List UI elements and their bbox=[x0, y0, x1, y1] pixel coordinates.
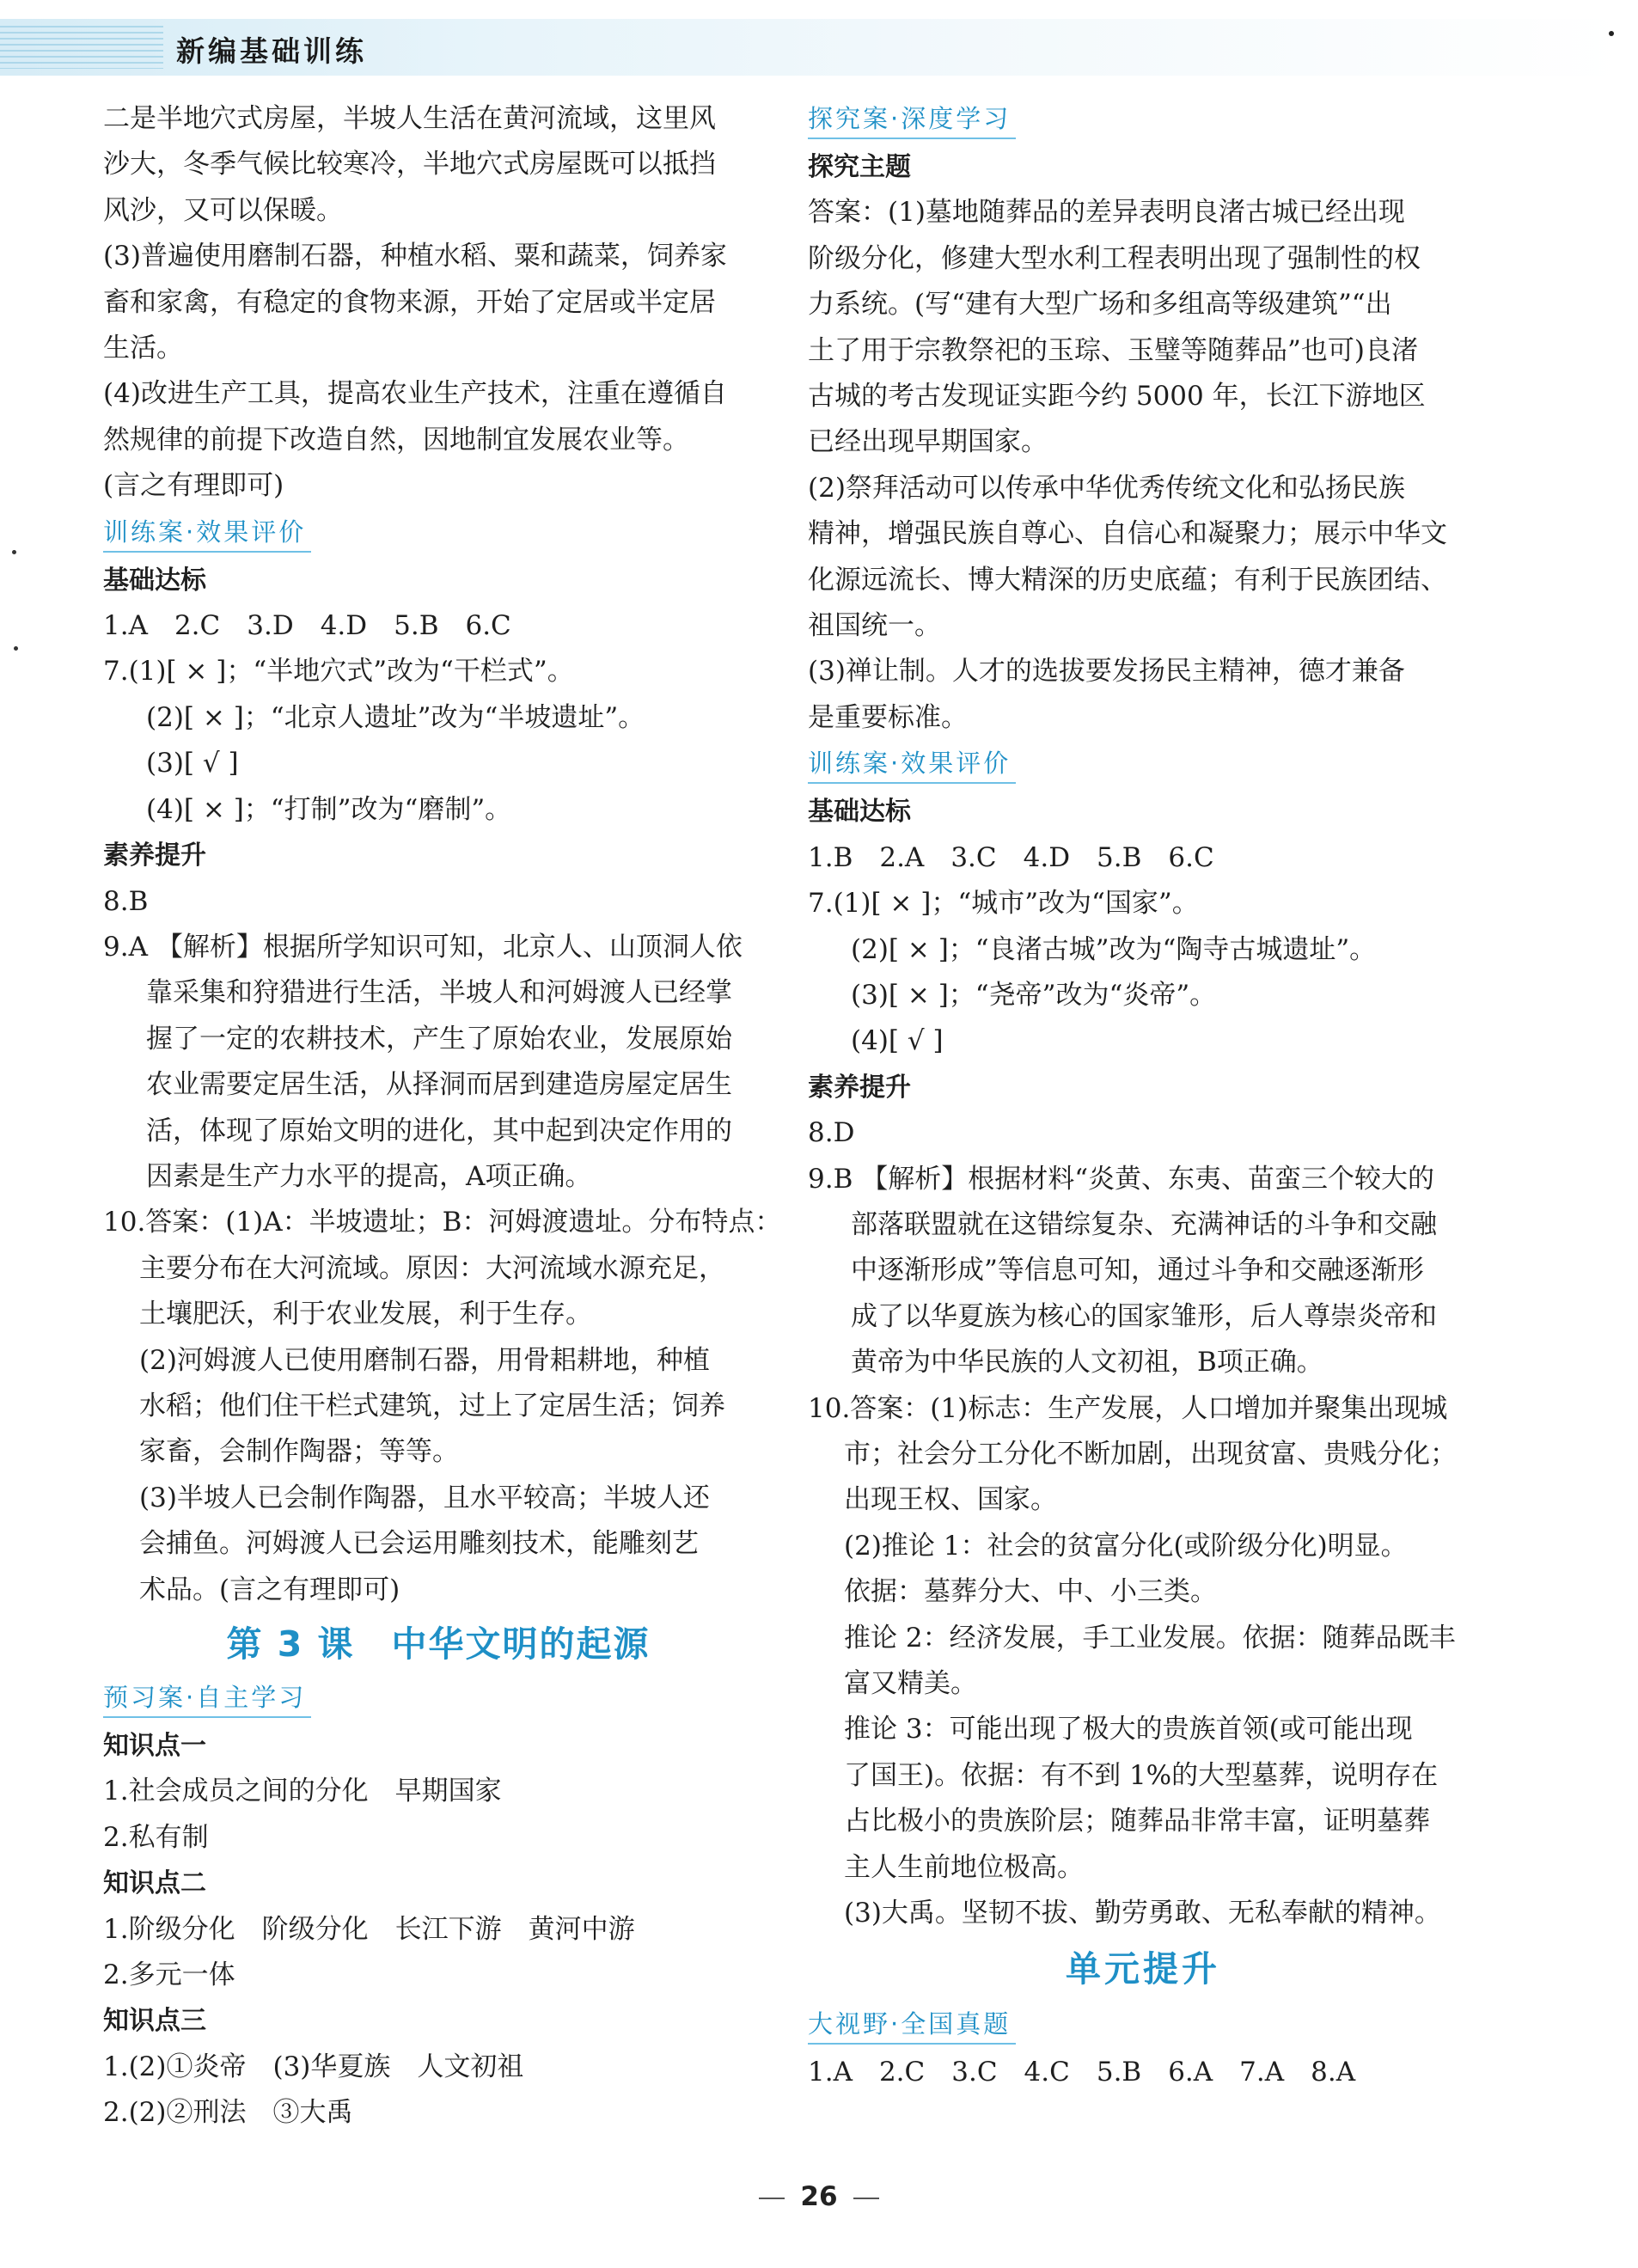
subheading: 素养提升 bbox=[103, 841, 206, 871]
text-line: 沙大，冬季气候比较寒冷，半地穴式房屋既可以抵挡 bbox=[103, 149, 716, 180]
text-line: 生活。 bbox=[103, 333, 183, 364]
subheading: 基础达标 bbox=[103, 565, 206, 596]
text-line: 1.阶级分化 阶级分化 长江下游 黄河中游 bbox=[103, 1913, 635, 1945]
text-line: 富又精美。 bbox=[844, 1668, 977, 1699]
right-column bbox=[808, 96, 1478, 2096]
section-tag bbox=[103, 1675, 773, 1723]
text-line: 中逐渐形成”等信息可知，通过斗争和交融逐渐形 bbox=[851, 1255, 1424, 1287]
text-line: 主要分布在大河流域。原因：大河流域水源充足， bbox=[139, 1252, 725, 1284]
header-decoration bbox=[0, 26, 163, 69]
text-line: 7.(1)[ × ]；“城市”改为“国家”。 bbox=[808, 888, 1199, 920]
page-header bbox=[0, 19, 1624, 76]
text-line: 精神，增强民族自尊心、自信心和凝聚力；展示中华文 bbox=[808, 518, 1447, 550]
text-line: 1.社会成员之间的分化 早期国家 bbox=[103, 1776, 502, 1807]
section-tag-label: 预习案·自主学习 bbox=[103, 1680, 311, 1718]
section-tag bbox=[808, 741, 1478, 789]
text-line: 家畜，会制作陶器；等等。 bbox=[139, 1436, 459, 1468]
page-number-value: 26 bbox=[800, 2181, 838, 2212]
text-line: 二是半地穴式房屋，半坡人生活在黄河流域，这里风 bbox=[103, 103, 716, 134]
text-line: 力系统。(写“建有大型广场和多组高等级建筑”“出 bbox=[808, 289, 1392, 321]
text-line: 9.B 【解析】根据材料“炎黄、东夷、苗蛮三个较大的 bbox=[808, 1163, 1435, 1195]
scan-mark bbox=[12, 550, 16, 554]
text-line: 水稻；他们住干栏式建筑，过上了定居生活；饲养 bbox=[139, 1390, 725, 1421]
subheading: 素养提升 bbox=[808, 1072, 911, 1103]
text-line: 风沙，又可以保暖。 bbox=[103, 194, 343, 226]
text-line: 农业需要定居生活，从择洞而居到建造房屋定居生 bbox=[146, 1069, 732, 1101]
text-line: 7.(1)[ × ]；“半地穴式”改为“干栏式”。 bbox=[103, 656, 574, 688]
text-line: (言之有理即可) bbox=[103, 470, 284, 502]
text-line: (4)[ √ ] bbox=[851, 1025, 944, 1057]
text-line: 9.A 【解析】根据所学知识可知，北京人、山顶洞人依 bbox=[103, 931, 743, 963]
text-line: 古城的考古发现证实距今约 5000 年，长江下游地区 bbox=[808, 381, 1426, 413]
text-line: 8.B bbox=[103, 885, 149, 917]
text-line: (3)半坡人已会制作陶器，且水平较高；半坡人还 bbox=[139, 1482, 710, 1513]
text-line: 1.B 2.A 3.C 4.D 5.B 6.C bbox=[808, 841, 1214, 873]
text-line: 活，体现了原始文明的进化，其中起到决定作用的 bbox=[146, 1115, 732, 1146]
section-tag bbox=[808, 2002, 1478, 2050]
text-line: 占比极小的贵族阶层；随葬品非常丰富，证明墓葬 bbox=[844, 1806, 1430, 1837]
text-line: (2)[ × ]；“良渚古城”改为“陶寺古城遗址”。 bbox=[851, 933, 1377, 965]
text-line: (3)[ √ ] bbox=[146, 748, 239, 779]
text-line: 术品。(言之有理即可) bbox=[139, 1574, 400, 1605]
text-line: 靠采集和狩猎进行生活，半坡人和河姆渡人已经掌 bbox=[146, 977, 732, 1009]
text-line: 推论 2：经济发展，手工业发展。依据：随葬品既丰 bbox=[844, 1622, 1456, 1654]
text-line: (4)改进生产工具，提高农业生产技术，注重在遵循自 bbox=[103, 378, 727, 410]
text-line: 主人生前地位极高。 bbox=[844, 1851, 1084, 1883]
text-line: (3)普遍使用磨制石器，种植水稻、粟和蔬菜，饲养家 bbox=[103, 241, 727, 272]
text-line: 1.(2)①炎帝 (3)华夏族 人文初祖 bbox=[103, 2051, 524, 2082]
text-line: 化源远流长、博大精深的历史底蕴；有利于民族团结、 bbox=[808, 564, 1447, 596]
text-line: 阶级分化，修建大型水利工程表明出现了强制性的权 bbox=[808, 242, 1421, 274]
subheading: 知识点一 bbox=[103, 1731, 206, 1761]
text-line: 畜和家禽，有稳定的食物来源，开始了定居或半定居 bbox=[103, 286, 716, 318]
subheading: 知识点二 bbox=[103, 1868, 206, 1899]
section-tag bbox=[103, 510, 773, 558]
text-line: 黄帝为中华民族的人文初祖，B项正确。 bbox=[851, 1347, 1323, 1379]
text-line: 市；社会分工分化不断加剧，出现贫富、贵贱分化； bbox=[844, 1438, 1457, 1470]
text-line: (4)[ × ]；“打制”改为“磨制”。 bbox=[146, 793, 512, 825]
unit-title: 单元提升 bbox=[1066, 1948, 1220, 1990]
text-line: 1.A 2.C 3.C 4.C 5.B 6.A 7.A 8.A bbox=[808, 2057, 1356, 2088]
text-line: (2)祭拜活动可以传承中华优秀传统文化和弘扬民族 bbox=[808, 472, 1405, 504]
subheading: 知识点三 bbox=[103, 2006, 206, 2037]
text-line: 然规律的前提下改造自然，因地制宜发展农业等。 bbox=[103, 424, 689, 455]
text-line: 出现王权、国家。 bbox=[844, 1484, 1057, 1516]
text-line: 部落联盟就在这错综复杂、充满神话的斗争和交融 bbox=[851, 1208, 1437, 1240]
text-line: 10.答案：(1)A：半坡遗址；B：河姆渡遗址。分布特点： bbox=[103, 1207, 782, 1238]
text-line: (3)大禹。坚韧不拔、勤劳勇敢、无私奉献的精神。 bbox=[844, 1898, 1441, 1929]
text-line: (2)[ × ]；“北京人遗址”改为“半坡遗址”。 bbox=[146, 701, 645, 733]
scan-mark bbox=[14, 646, 18, 651]
text-line: 2.(2)②刑法 ③大禹 bbox=[103, 2097, 353, 2129]
text-line: 会捕鱼。河姆渡人已会运用雕刻技术，能雕刻艺 bbox=[139, 1528, 699, 1560]
text-line: 因素是生产力水平的提高，A项正确。 bbox=[146, 1160, 592, 1192]
text-line: 握了一定的农耕技术，产生了原始农业，发展原始 bbox=[146, 1023, 732, 1055]
subheading: 基础达标 bbox=[808, 797, 911, 828]
text-line: 土了用于宗教祭祀的玉琮、玉璧等随葬品”也可)良渚 bbox=[808, 334, 1418, 366]
section-tag bbox=[808, 96, 1478, 144]
page-number bbox=[0, 2181, 1638, 2212]
section-tag-label: 大视野·全国真题 bbox=[808, 2007, 1016, 2045]
section-tag-label: 训练案·效果评价 bbox=[808, 746, 1016, 784]
text-line: 2.私有制 bbox=[103, 1821, 209, 1853]
text-line: 依据：墓葬分大、中、小三类。 bbox=[844, 1576, 1217, 1608]
text-line: (3)[ × ]；“尧帝”改为“炎帝”。 bbox=[851, 979, 1217, 1011]
text-line: (2)河姆渡人已使用磨制石器，用骨耜耕地，种植 bbox=[139, 1344, 710, 1376]
text-line: 土壤肥沃，利于农业发展，利于生存。 bbox=[139, 1299, 592, 1330]
text-line: 8.D bbox=[808, 1117, 855, 1149]
section-tag-label: 探究案·深度学习 bbox=[808, 101, 1016, 139]
text-line: 1.A 2.C 3.D 4.D 5.B 6.C bbox=[103, 610, 511, 642]
text-line: (2)推论 1：社会的贫富分化(或阶级分化)明显。 bbox=[844, 1530, 1408, 1562]
text-line: 是重要标准。 bbox=[808, 701, 968, 733]
subheading: 探究主题 bbox=[808, 152, 911, 182]
text-line: 推论 3：可能出现了极大的贵族首领(或可能出现 bbox=[844, 1714, 1413, 1745]
text-line: 已经出现早期国家。 bbox=[808, 426, 1048, 458]
header-title: 新编基础训练 bbox=[176, 34, 367, 68]
text-line: 10.答案：(1)标志：生产发展，人口增加并聚集出现城 bbox=[808, 1392, 1448, 1424]
section-tag-label: 训练案·效果评价 bbox=[103, 515, 311, 553]
text-line: (3)禅让制。人才的选拔要发扬民主精神，德才兼备 bbox=[808, 656, 1405, 688]
header-dot bbox=[1609, 31, 1614, 36]
text-line: 祖国统一。 bbox=[808, 610, 941, 642]
text-line: 2.多元一体 bbox=[103, 1959, 235, 1991]
text-line: 成了以华夏族为核心的国家雏形，后人尊崇炎帝和 bbox=[851, 1300, 1437, 1332]
text-line: 答案：(1)墓地随葬品的差异表明良渚古城已经出现 bbox=[808, 197, 1405, 229]
left-column bbox=[103, 96, 782, 2137]
lesson-title: 第 3 课 中华文明的起源 bbox=[226, 1623, 651, 1665]
text-line: 了国王)。依据：有不到 1%的大型墓葬，说明存在 bbox=[844, 1759, 1439, 1791]
